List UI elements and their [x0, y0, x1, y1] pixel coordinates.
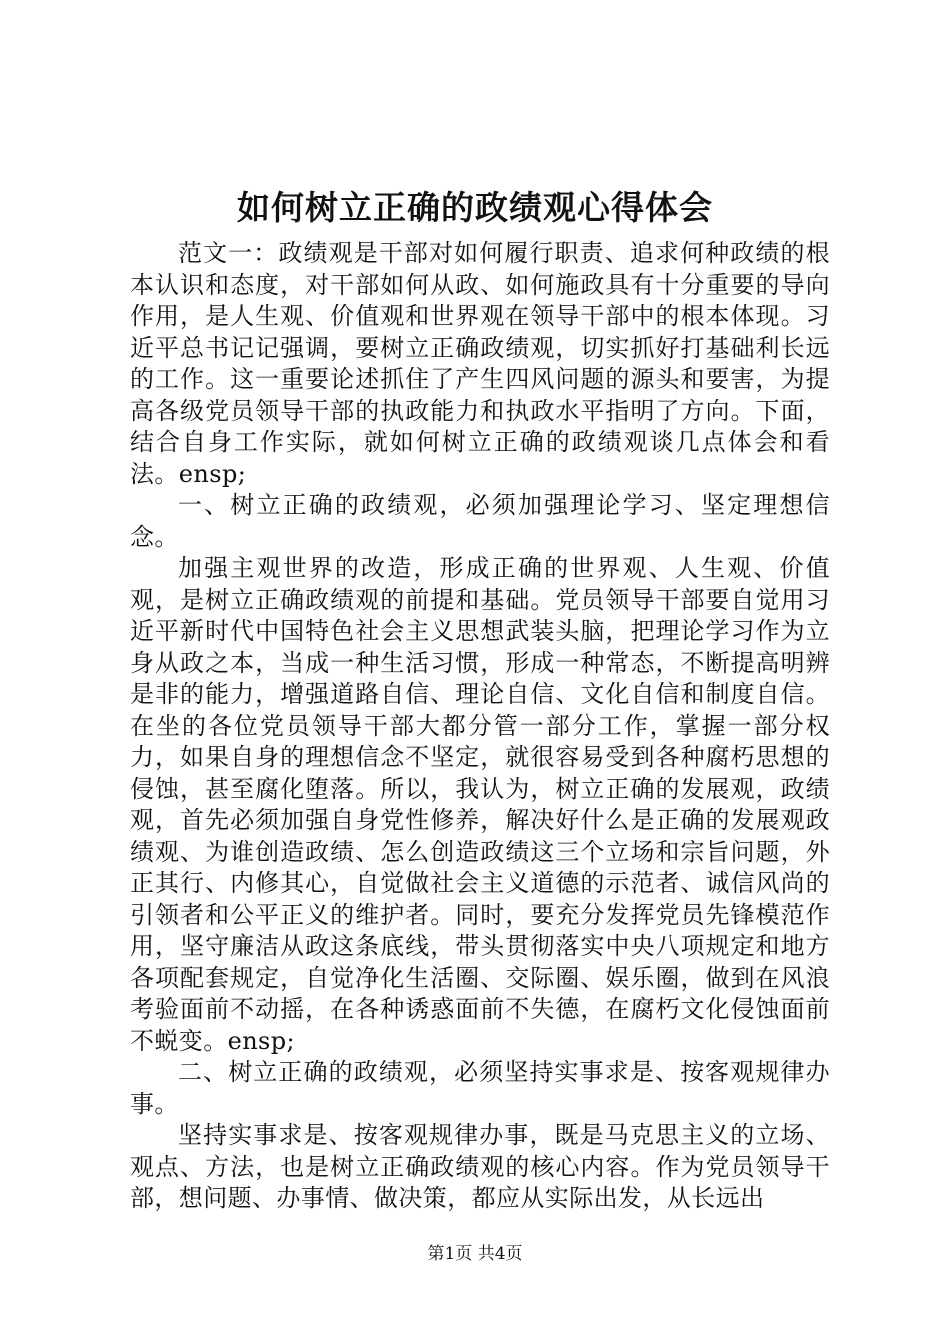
paragraph-intro: 范文一：政绩观是干部对如何履行职责、追求何种政绩的根本认识和态度，对干部如何从政、如何施政具有十分重要的导向作用，是人生观、价值观和世界观在领导干部中的根本体现。习近平总书记记强调，要树立正确政绩观，切实抓好打基础利长远的工作。这一重要论述抓住了产生四风问题的源头和要害，为提高各级党员领导干部的执政能力和执政水平指明了方向。下面，结合自身工作实际，就如何树立正确的政绩观谈几点体会和看法。ensp;: [130, 239, 830, 488]
paragraph-section-1: 加强主观世界的改造，形成正确的世界观、人生观、价值观，是树立正确政绩观的前提和基础。党员领导干部要自觉用习近平新时代中国特色社会主义思想武装头脑，把理论学习作为立身从政之本，当成一种生活习惯，形成一种常态，不断提高明辨是非的能力，增强道路自信、理论自信、文化自信和制度自信。在坐的各位党员领导干部大都分管一部分工作，掌握一部分权力，如果自身的理想信念不坚定，就很容易受到各种腐朽思想的侵蚀，甚至腐化堕落。所以，我认为，树立正确的发展观，政绩观，首先必须加强自身党性修养，解决好什么是正确的发展观政绩观、为谁创造政绩、怎么创造政绩这三个立场和宗旨问题，外正其行、内修其心，自觉做社会主义道德的示范者、诚信风尚的引领者和公平正义的维护者。同时，要充分发挥党员先锋模范作用，坚守廉洁从政这条底线，带头贯彻落实中央八项规定和地方各项配套规定，自觉净化生活圈、交际圈、娱乐圈，做到在风浪考验面前不动摇，在各种诱惑面前不失德，在腐朽文化侵蚀面前不蜕变。ensp;: [130, 554, 830, 1055]
page-footer: 第1页 共4页: [427, 1244, 523, 1264]
section-heading-1: 一、树立正确的政绩观，必须加强理论学习、坚定理想信念。: [130, 491, 830, 551]
document-body: [130, 238, 830, 1215]
section-heading-2: 二、树立正确的政绩观，必须坚持实事求是、按客观规律办事。: [130, 1058, 830, 1118]
document-title: 如何树立正确的政绩观心得体会: [237, 188, 713, 227]
paragraph-section-2: 坚持实事求是、按客观规律办事，既是马克思主义的立场、观点、方法，也是树立正确政绩观的核心内容。作为党员领导干部，想问题、办事情、做决策，都应从实际出发，从长远出: [130, 1121, 830, 1212]
